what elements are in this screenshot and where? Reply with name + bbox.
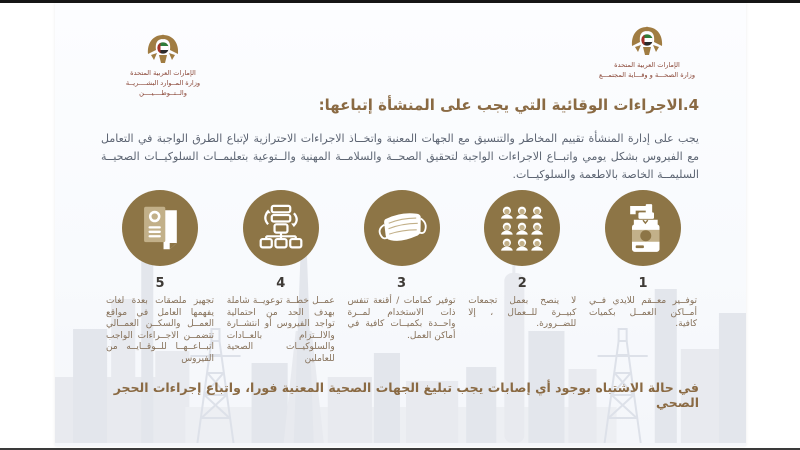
step-icon-circle [243,190,319,266]
step-icon-circle [364,190,440,266]
awareness-plan-icon [257,204,305,252]
ministry-hr-name-2: والــتــوطــــيــــن [139,89,187,98]
footer-note: في حالة الاشتباه بوجود أي إصابات يجب تبليغ الجهات الصحية المعنية فورا، واتباع إجراءات الحجر الصحي [113,380,699,410]
uae-emblem-icon [145,33,181,65]
step-number: 5 [155,276,165,291]
step-number: 2 [517,276,527,291]
step-item-1 [586,190,700,365]
step-caption: تجهيز ملصقات بعدة لغات يفهمها العامل في مواقع العمــل والسكــن العمــالي تتضمــن الاجــراءات الواجب اتبــاعــهــا للــوقــايــه من الفيروس [106,296,214,364]
step-icon-circle [122,190,198,266]
infographic-page [55,3,746,446]
steps-row [103,190,700,365]
step-item-2 [465,190,579,365]
uae-emblem-icon [629,25,665,57]
step-item-5 [103,190,217,365]
page-content [55,3,746,446]
face-mask-icon [375,207,429,249]
ministry-hr-block [97,33,229,99]
hand-sanitizer-icon [621,202,665,254]
step-caption: توفير كمامات / أقنعة تنفس ذات الاستخدام لمــرة واحــدة بكميــات كافية في أماكن العمل. [347,296,456,341]
step-item-3 [345,190,459,365]
step-item-4 [224,190,338,365]
step-icon-circle [484,190,560,266]
ministry-health-country: الإمارات العربية المتحدة [614,61,680,69]
step-number: 1 [638,276,648,291]
posters-icon [137,203,183,253]
step-number: 3 [396,276,407,291]
ministry-hr-country: الإمارات العربية المتحدة [130,69,196,77]
step-caption: عمــل خطــة توعويــة شاملة بهدف الحد من احتمالية تواجد الفيروس أو انتشــارة والالــتزام بالعــادات والسلوكيــات الصحية للعاملين [226,296,335,364]
ministry-health-block [576,25,718,80]
step-icon-circle [605,190,681,266]
step-caption: توفــير معــقم للايدي فــي أمــاكن العمــل بكميات كافية. [589,296,697,330]
step-caption: لا ينصح بعمل تجمعات كبيــرة للــعمال ، إلا للضــرورة. [468,296,577,330]
intro-paragraph: يجب على إدارة المنشأة تقييم المخاطر والتنسيق مع الجهات المعنية واتخــاذ الاجراءات الاحترازية لإتباع الطرق الواجبة في التعامل مع الفيروس بشكل يومي واتبــاع الاجراءات الواجبة لتحقيق الصحــة والسلامــة المهنية والــتوعية بتعليمــات السلوكيــات الصحيــة السليمــة الخاصة بالاطعمة والسلوكيــات. [101,132,699,181]
page-title: 4.الاجراءات الوقائية التي يجب على المنشأة إتباعها: [318,96,699,114]
ministry-health-name: وزارة الصحـــة و وقـــاية المجتمـــع [598,71,696,80]
workers-crowd-icon [498,204,546,252]
step-number: 4 [276,276,286,291]
ministry-hr-name-1: وزارة المــوارد البشــــريــة [125,79,201,88]
